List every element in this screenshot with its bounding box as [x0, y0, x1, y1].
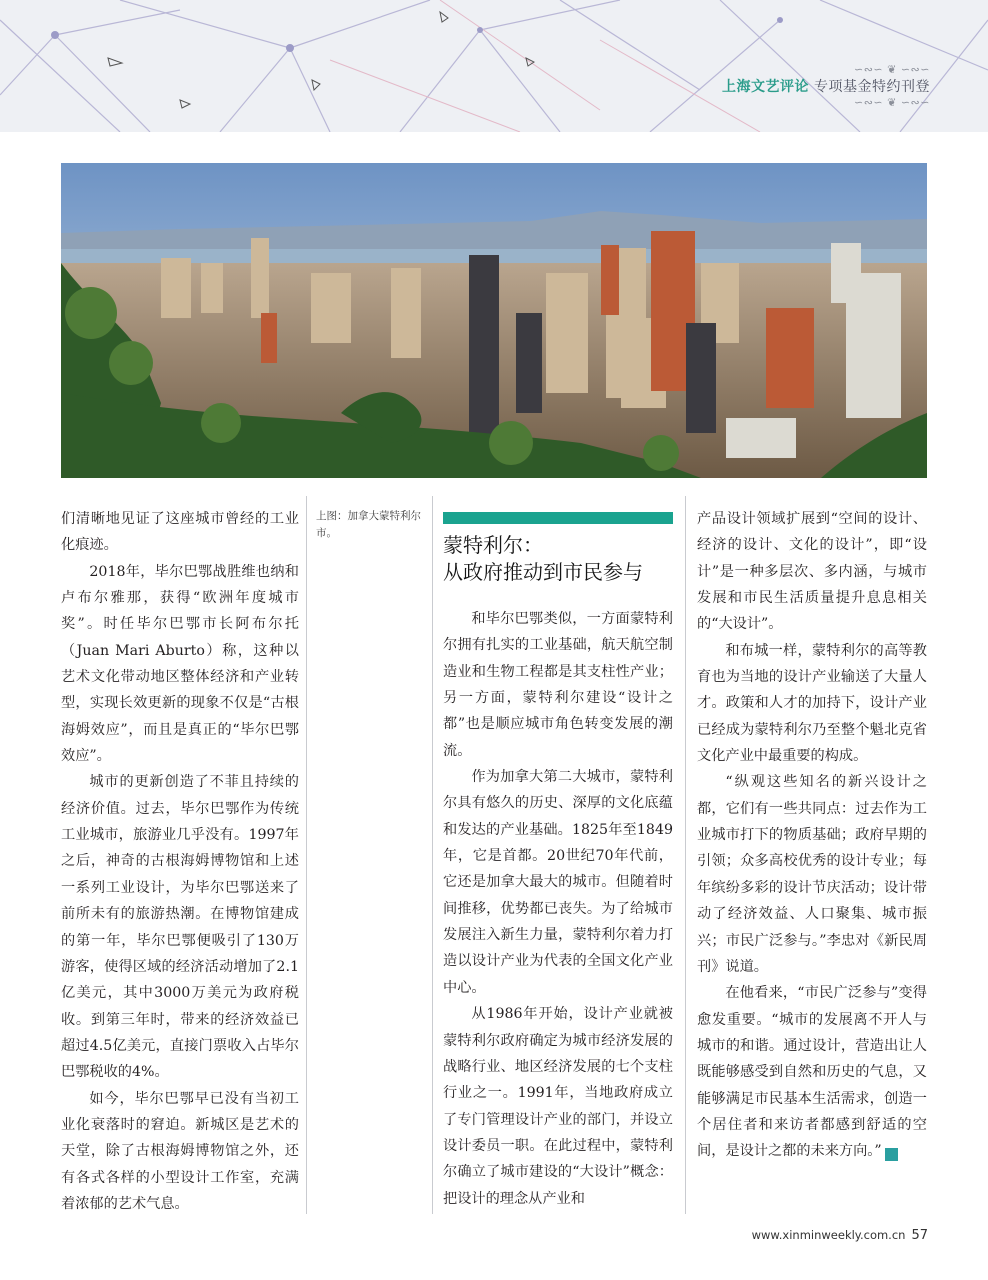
paragraph: 作为加拿大第二大城市，蒙特利尔具有悠久的历史、深厚的文化底蕴和发达的产业基础。1825年至1849年，它是首都。20世纪70年代前，它还是加拿大最大的城市。但随着时间推移，优势都已丧失。为了给城市发展注入新生力量，蒙特利尔着力打造以设计产业为代表的全国文化产业中心。 — [443, 769, 673, 996]
paragraph-text: 在他看来，“市民广泛参与”变得愈发重要。“城市的发展离不开人与城市的和谐。通过设计，营造出让人既能够感受到自然和历史的气息，又能够满足市民基本生活需求，创造一个居住者和来访者都感到舒适的空间，是设计之都的未来方向。” — [697, 985, 927, 1160]
section-title-line: 从政府推动到市民参与 — [443, 560, 643, 584]
paragraph: 从1986年开始，设计产业就被蒙特利尔政府确定为城市经济发展的战略行业、地区经济发展的七个支柱行业之一。1991年，当地政府成立了专门管理设计产业的部门，并设立设计委员一职。在此过程中，蒙特利尔确立了城市建设的“大设计”概念：把设计的理念从产业和 — [443, 1006, 673, 1207]
brand-suffix: 专项基金特约刊登 — [814, 79, 930, 95]
paragraph: “纵观这些知名的新兴设计之都，它们有一些共同点：过去作为工业城市打下的物质基础；政府早期的引领；众多高校优秀的设计专业；每年缤纷多彩的设计节庆活动；设计带动了经济效益、人口聚集、城市振兴；市民广泛参与。”李忠对《新民周刊》说道。 — [697, 774, 927, 975]
column-rule — [306, 496, 307, 1214]
section-title-line: 蒙特利尔： — [443, 533, 543, 557]
ornament-top: ∽∾∽ ❦ ∽∾∽ — [853, 63, 930, 76]
paragraph: 城市的更新创造了不菲且持续的经济价值。过去，毕尔巴鄂作为传统工业城市，旅游业几乎没有。1997年之后，神奇的古根海姆博物馆和上述一系列工业设计，为毕尔巴鄂送来了前所未有的旅游热潮。在博物馆建成的第一年，毕尔巴鄂便吸引了130万游客，使得区域的经济活动增加了2.1亿美元，其中3000万美元为政府税收。到第三年时，带来的经济效益已超过4.5亿美元，直接门票收入占毕尔巴鄂税收的4%。 — [61, 774, 299, 1081]
paragraph: 和布城一样，蒙特利尔的高等教育也为当地的设计产业输送了大量人才。政策和人才的加持下，设计产业已经成为蒙特利尔乃至整个魁北克省文化产业中最重要的构成。 — [697, 642, 927, 765]
paragraph: 们清晰地见证了这座城市曾经的工业化痕迹。 — [61, 511, 299, 554]
photo-caption: 上图：加拿大蒙特利尔市。 — [316, 510, 421, 539]
page-footer — [700, 1228, 928, 1243]
paragraph: 如今，毕尔巴鄂早已没有当初工业化衰落时的窘迫。新城区是艺术的天堂，除了古根海姆博物馆之外，还有各式各样的小型设计工作室，充满着浓郁的艺术气息。 — [61, 1090, 299, 1212]
column-3 — [443, 606, 673, 1212]
column-rule — [685, 496, 686, 1214]
city-photo — [61, 163, 927, 478]
brand-name: 上海文艺评论 — [722, 79, 810, 95]
section-accent-bar — [443, 512, 673, 524]
section-title — [443, 532, 683, 586]
end-mark-icon: 民 — [885, 1148, 898, 1161]
montreal-skyline-image — [61, 163, 927, 478]
column-1 — [61, 506, 299, 1217]
paragraph: 和毕尔巴鄂类似，一方面蒙特利尔拥有扎实的工业基础，航天航空制造业和生物工程都是其支柱性产业；另一方面，蒙特利尔建设“设计之都”也是顺应城市角色转变发展的潮流。 — [443, 611, 673, 759]
column-4 — [697, 506, 927, 1165]
column-rule — [432, 496, 433, 1214]
page-number: 57 — [911, 1228, 928, 1243]
website-url: www.xinminweekly.com.cn — [751, 1228, 906, 1242]
paragraph: 产品设计领域扩展到“空间的设计、经济的设计、文化的设计”，即“设计”是一种多层次、多内涵，与城市发展和市民生活质量提升息息相关的“大设计”。 — [697, 511, 927, 633]
paragraph — [697, 980, 927, 1164]
ornament-bottom: ∽∾∽ ❦ ∽∾∽ — [853, 96, 930, 109]
paragraph: 2018年，毕尔巴鄂战胜维也纳和卢布尔雅那，获得“欧洲年度城市奖”。时任毕尔巴鄂市长阿布尔托（Juan Mari Aburto）称，这种以艺术文化带动地区整体经济和产业转型，实现长效更新的现象不仅是“古根海姆效应”，而且是真正的“毕尔巴鄂效应”。 — [61, 563, 299, 765]
brand-block — [722, 64, 930, 109]
